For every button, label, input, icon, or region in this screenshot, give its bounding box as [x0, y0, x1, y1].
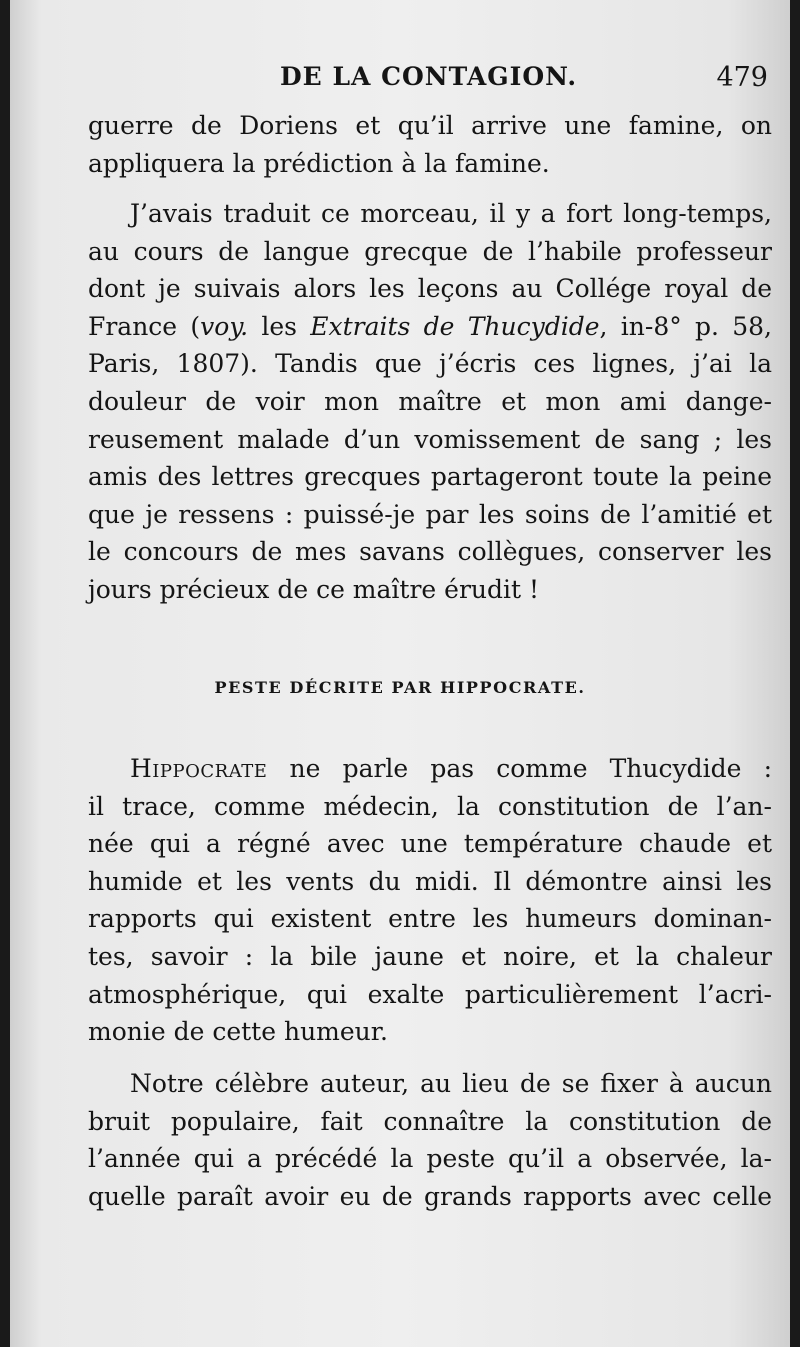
text-line: au cours de langue grecque de l’habile professeur: [88, 236, 772, 266]
citation-suffix: , in-8° p. 58,: [599, 311, 772, 341]
text-line: tes, savoir : la bile jaune et noire, et la chaleur: [88, 941, 772, 971]
paragraph-1: [88, 107, 772, 182]
text-line: bruit populaire, fait connaître la constitution de: [88, 1106, 772, 1136]
text-line: reusement malade d’un vomissement de sang ; les: [88, 424, 772, 454]
author-name-smallcaps: Hippocrate: [130, 754, 268, 783]
text-line: rapports qui existent entre les humeurs dominan-: [88, 904, 772, 934]
text-line: guerre de Doriens et qu’il arrive une famine, on: [88, 111, 772, 140]
paragraph-2: [88, 195, 772, 609]
text-line: J’avais traduit ce morceau, il y a fort long-temps,: [130, 199, 772, 228]
text-line: amis des lettres grecques partageront toute la peine: [88, 462, 772, 492]
text-line: dont je suivais alors les leçons au Collége royal de: [88, 274, 772, 304]
section-heading: PESTE DÉCRITE PAR HIPPOCRATE.: [214, 678, 586, 697]
page-number: 479: [716, 62, 768, 93]
book-page: [10, 0, 790, 1347]
text-line: monie de cette humeur.: [88, 1017, 388, 1047]
text-line: l’année qui a précédé la peste qu’il a observée, la-: [88, 1144, 772, 1174]
text-line: atmosphérique, qui exalte particulièrement l’acri-: [88, 979, 772, 1009]
text-line: [88, 750, 772, 788]
page-header: [10, 62, 790, 102]
text-line-citation: [88, 308, 772, 346]
citation-voy: voy.: [200, 311, 249, 341]
citation-prefix: France (: [88, 311, 201, 341]
running-title: DE LA CONTAGION.: [280, 62, 578, 91]
citation-mid: les: [248, 311, 311, 341]
citation-work-title: Extraits de Thucydide: [310, 311, 600, 341]
text-line: jours précieux de ce maître érudit !: [88, 574, 540, 604]
text-line: Notre célèbre auteur, au lieu de se fixer à aucun: [130, 1069, 772, 1098]
text-line: appliquera la prédiction à la famine.: [88, 148, 550, 178]
text-line: née qui a régné avec une température chaude et: [88, 829, 772, 859]
paragraph-3: [88, 750, 772, 1051]
text-line: le concours de mes savans collègues, conserver les: [88, 537, 772, 567]
text-line: que je ressens : puissé-je par les soins de l’amitié et: [88, 499, 772, 529]
text-line: douleur de voir mon maître et mon ami dange-: [88, 386, 772, 416]
text-line-rest: ne parle pas comme Thucydide :: [267, 754, 772, 783]
text-line: il trace, comme médecin, la constitution de l’an-: [88, 791, 772, 821]
text-line: quelle paraît avoir eu de grands rapports avec celle: [88, 1181, 772, 1211]
text-line: Paris, 1807). Tandis que j’écris ces lignes, j’ai la: [88, 349, 772, 379]
paragraph-4: [88, 1065, 772, 1215]
text-line: humide et les vents du midi. Il démontre ainsi les: [88, 866, 772, 896]
